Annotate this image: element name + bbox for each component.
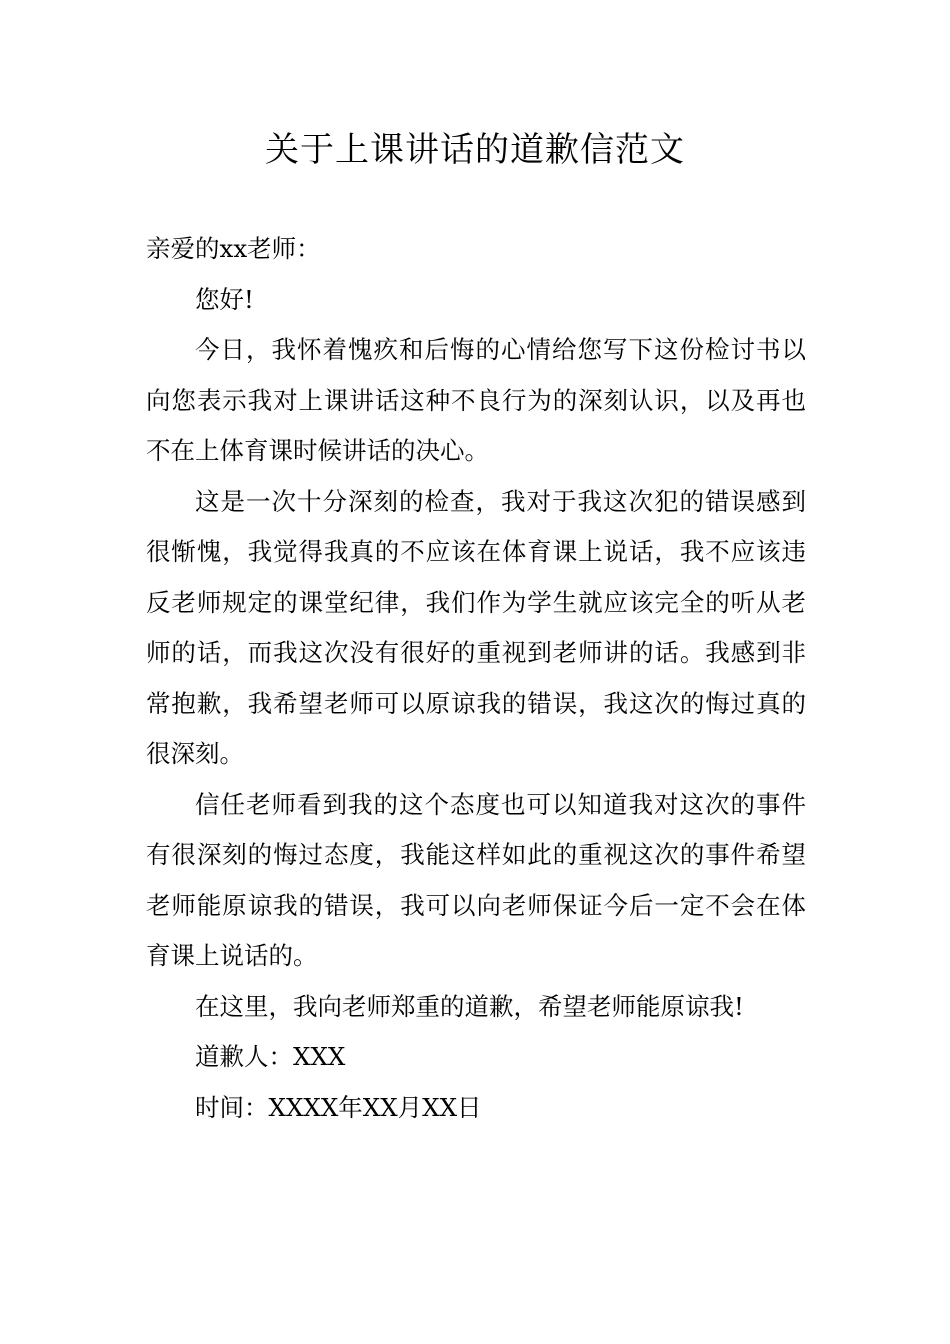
signature-line: 道歉人：XXX — [195, 1042, 346, 1071]
date-line: 时间：XXXX年XX月XX日 — [195, 1092, 482, 1122]
paragraph-3: 信任老师看到我的这个态度也可以知道我对这次的事件有很深刻的悔过态度，我能这样如此的重视这次的事件希望老师能原谅我的错误，我可以向老师保证今后一定不会在体育课上说话的。 — [146, 789, 806, 970]
paragraph-1: 今日，我怀着愧疚和后悔的心情给您写下这份检讨书以向您表示我对上课讲话这种不良行为的深刻认识，以及再也不在上体育课时候讲话的决心。 — [146, 335, 806, 465]
salutation: 亲爱的xx老师： — [146, 234, 321, 263]
letter-body — [146, 224, 806, 1133]
document-title: 关于上课讲话的道歉信范文 — [265, 130, 685, 170]
greeting: 您好! — [195, 284, 254, 314]
paragraph-4: 在这里，我向老师郑重的道歉，希望老师能原谅我! — [195, 991, 744, 1021]
paragraph-2: 这是一次十分深刻的检查，我对于我这次犯的错误感到很惭愧，我觉得我真的不应该在体育课上说话，我不应该违反老师规定的课堂纪律，我们作为学生就应该完全的听从老师的话，而我这次没有很好的重视到老师讲的话。我感到非常抱歉，我希望老师可以原谅我的错误，我这次的悔过真的很深刻。 — [146, 486, 806, 768]
